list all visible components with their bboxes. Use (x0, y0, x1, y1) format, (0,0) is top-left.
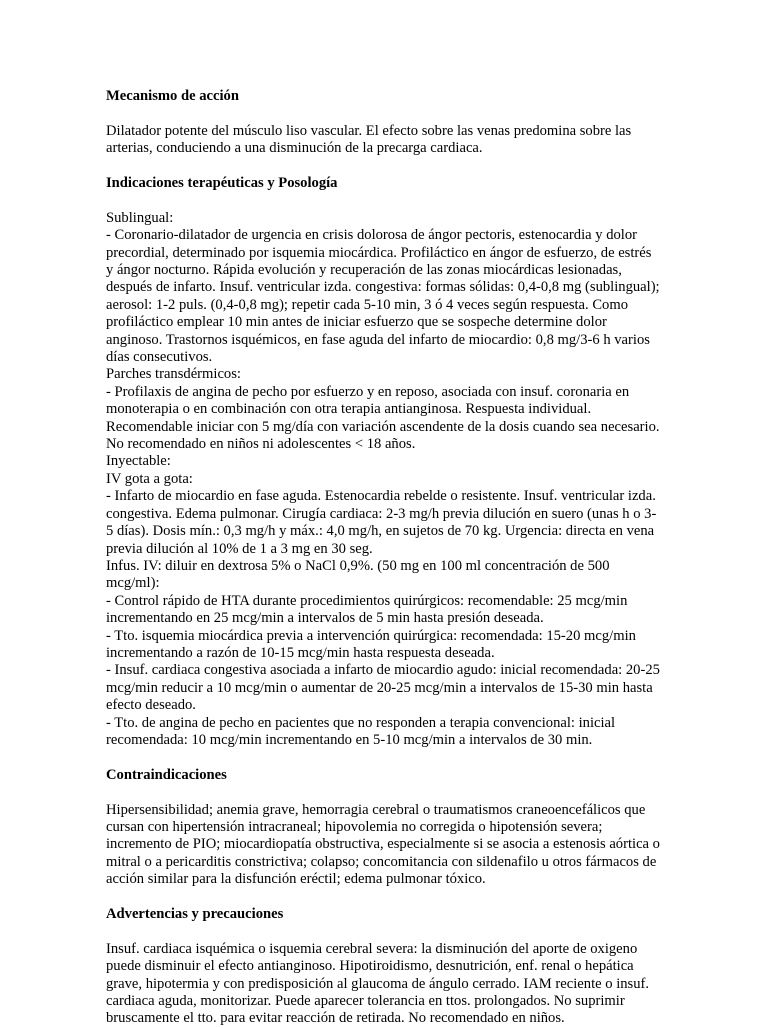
indicaciones-line: Inyectable: (106, 453, 171, 470)
section-heading-indicaciones: Indicaciones terapéuticas y Posología (106, 175, 338, 191)
indicaciones-line: Sublingual: (106, 209, 174, 226)
document-page (106, 88, 662, 1028)
indicaciones-line: IV gota a gota: (106, 470, 193, 487)
indicaciones-line: - Coronario-dilatador de urgencia en crisis dolorosa de ángor pectoris, estenocardia y dolor precordial, determinado por isquemia miocárdica. Profiláctico en ángor de esfuerzo, de estrés y ángor nocturno. Rápida evolución y recuperación de las zonas miocárdicas lesionadas, después de infarto. Insuf. ventricular izda. congestiva: formas sólidas: 0,4-0,8 mg (sublingual); aerosol: 1-2 puls. (0,4-0,8 mg); repetir cada 5-10 min, 3 ó 4 veces según respuesta. Como profiláctico emplear 10 min antes de iniciar esfuerzo que se sospeche determine dolor anginoso. Trastornos isquémicos, en fase aguda del infarto de miocardio: 0,8 mg/3-6 h varios días consecutivos. (106, 227, 660, 366)
section-text-advertencias: Insuf. cardiaca isquémica o isquemia cerebral severa: la disminución del aporte de oxigeno puede disminuir el efecto antianginoso. Hipotiroidismo, desnutrición, enf. renal o hepática grave, hipotermia y con predisposición al glaucoma de ángulo cerrado. IAM reciente o insuf. cardiaca aguda, monitorizar. Puede aparecer tolerancia en ttos. prolongados. No suprimir bruscamente el tto. para evitar reacción de retirada. No recomendado en niños. (106, 940, 650, 1027)
indicaciones-line: - Infarto de miocardio en fase aguda. Estenocardia rebelde o resistente. Insuf. ventricular izda. congestiva. Edema pulmonar. Cirugía cardiaca: 2-3 mg/h previa dilución en suero (unas h o 3-5 días). Dosis mín.: 0,3 mg/h y máx.: 4,0 mg/h, en sujetos de 70 kg. Urgencia: directa en vena previa dilución al 10% de 1 a 3 mg en 30 seg. (106, 488, 657, 557)
section-text-mecanismo: Dilatador potente del músculo liso vascular. El efecto sobre las venas predomina sobre las arterias, conduciendo a una disminución de la precarga cardiaca. (106, 122, 632, 157)
section-heading-contraindicaciones: Contraindicaciones (106, 766, 227, 783)
indicaciones-line: - Profilaxis de angina de pecho por esfuerzo y en reposo, asociada con insuf. coronaria en monoterapia o en combinación con otra terapia antianginosa. Respuesta individual. Recomendable iniciar con 5 mg/día con variación ascendente de la dosis cuando sea necesario. No recomendado en niños ni adolescentes < 18 años. (106, 383, 660, 453)
section-text-contraindicaciones: Hipersensibilidad; anemia grave, hemorragia cerebral o traumatismos craneoencefálicos que cursan con hipertensión intracraneal; hipovolemia no corregida o hipotensión severa; incremento de PIO; miocardiopatía obstructiva, especialmente si se asocia a estenosis aórtica o mitral o a pericarditis constrictiva; colapso; concomitancia con sildenafilo u otros fármacos de acción similar para la disfunción eréctil; edema pulmonar tóxico. (106, 801, 660, 888)
indicaciones-line: Parches transdérmicos: (106, 366, 241, 383)
indicaciones-line: Infus. IV: diluir en dextrosa 5% o NaCl 0,9%. (50 mg en 100 ml concentración de 500 mcg/ml): (106, 557, 610, 592)
indicaciones-line: - Control rápido de HTA durante procedimientos quirúrgicos: recomendable: 25 mcg/min incrementando en 25 mcg/min a intervalos de 5 min hasta presión deseada. (106, 592, 628, 627)
indicaciones-line: - Tto. de angina de pecho en pacientes que no responden a terapia convencional: inicial recomendada: 10 mcg/min incrementando en 5-10 mcg/min a intervalos de 30 min. (106, 714, 616, 748)
section-heading-mecanismo: Mecanismo de acción (106, 88, 239, 104)
section-heading-advertencias: Advertencias y precauciones (106, 906, 284, 922)
indicaciones-line: - Insuf. cardiaca congestiva asociada a infarto de miocardio agudo: inicial recomendada: 20-25 mcg/min reducir a 10 mcg/min o aumentar de 20-25 mcg/min a intervalos de 15-30 min hasta efecto deseado. (106, 662, 660, 714)
indicaciones-line: - Tto. isquemia miocárdica previa a intervención quirúrgica: recomendada: 15-20 mcg/min incrementando a razón de 10-15 mcg/min hasta respuesta deseada. (106, 627, 636, 661)
